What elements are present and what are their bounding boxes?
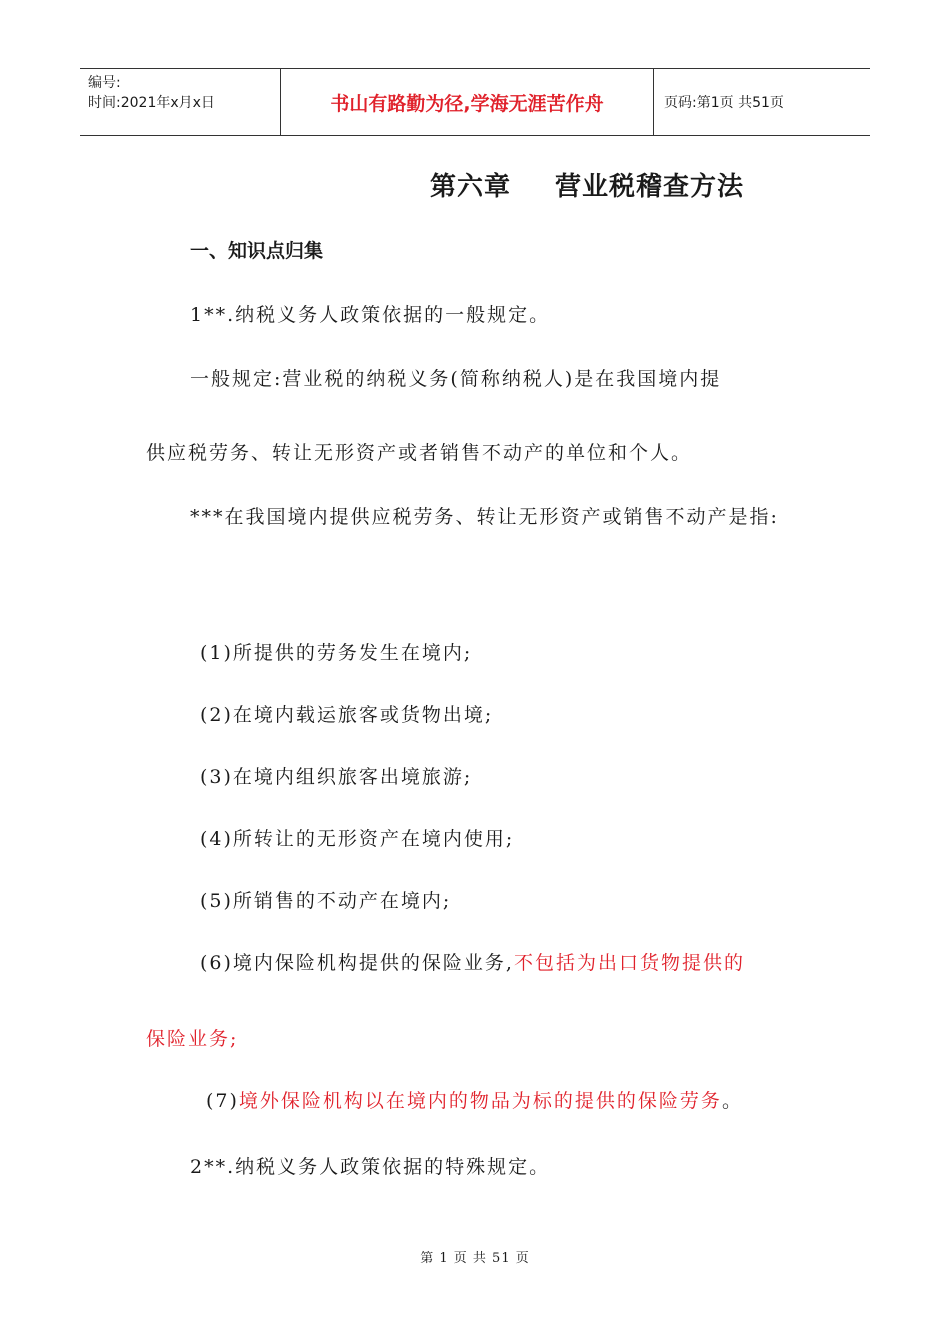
chapter-title bbox=[430, 166, 744, 203]
list-item bbox=[206, 1086, 743, 1113]
list-item: (3)在境内组织旅客出境旅游; bbox=[200, 766, 473, 788]
list-item: (1)所提供的劳务发生在境内; bbox=[200, 642, 473, 664]
chapter-name: 营业税稽查方法 bbox=[555, 172, 745, 202]
paragraph-special-rule-title: 2**.纳税义务人政策依据的特殊规定。 bbox=[190, 1156, 551, 1178]
header-meta bbox=[80, 69, 281, 135]
list-item: (2)在境内载运旅客或货物出境; bbox=[200, 704, 494, 726]
paragraph-domestic-definition: ***在我国境内提供应税劳务、转让无形资产或销售不动产是指: bbox=[190, 506, 779, 528]
date-label: 时间:2021年x月x日 bbox=[88, 95, 215, 111]
list-item bbox=[200, 948, 745, 975]
list-item-text: (6)境内保险机构提供的保险业务, bbox=[200, 952, 514, 974]
section-heading: 一、知识点归集 bbox=[190, 240, 324, 262]
list-item-highlight: 不包括为出口货物提供的 bbox=[513, 952, 745, 974]
page-header bbox=[80, 68, 870, 136]
number-label: 编号: bbox=[88, 75, 121, 91]
header-page-info: 页码:第1页 共51页 bbox=[664, 95, 784, 111]
chapter-number: 第六章 bbox=[430, 172, 512, 202]
list-item-prefix: (7) bbox=[206, 1090, 239, 1112]
list-item-suffix: 。 bbox=[721, 1090, 743, 1112]
page-footer: 第 1 页 共 51 页 bbox=[420, 1251, 530, 1266]
list-item-highlight: 境外保险机构以在境内的物品为标的提供的保险劳务 bbox=[238, 1090, 722, 1112]
list-item: (5)所销售的不动产在境内; bbox=[200, 890, 452, 912]
paragraph-general-rule-line2: 供应税劳务、转让无形资产或者销售不动产的单位和个人。 bbox=[146, 442, 693, 464]
paragraph-general-rule-line1: 一般规定:营业税的纳税义务(简称纳税人)是在我国境内提 bbox=[190, 368, 722, 390]
header-motto: 书山有路勤为径,学海无涯苦作舟 bbox=[281, 69, 654, 135]
paragraph-general-rule-title: 1**.纳税义务人政策依据的一般规定。 bbox=[190, 304, 551, 326]
list-item-highlight-continued: 保险业务; bbox=[146, 1028, 239, 1050]
list-item: (4)所转让的无形资产在境内使用; bbox=[200, 828, 515, 850]
